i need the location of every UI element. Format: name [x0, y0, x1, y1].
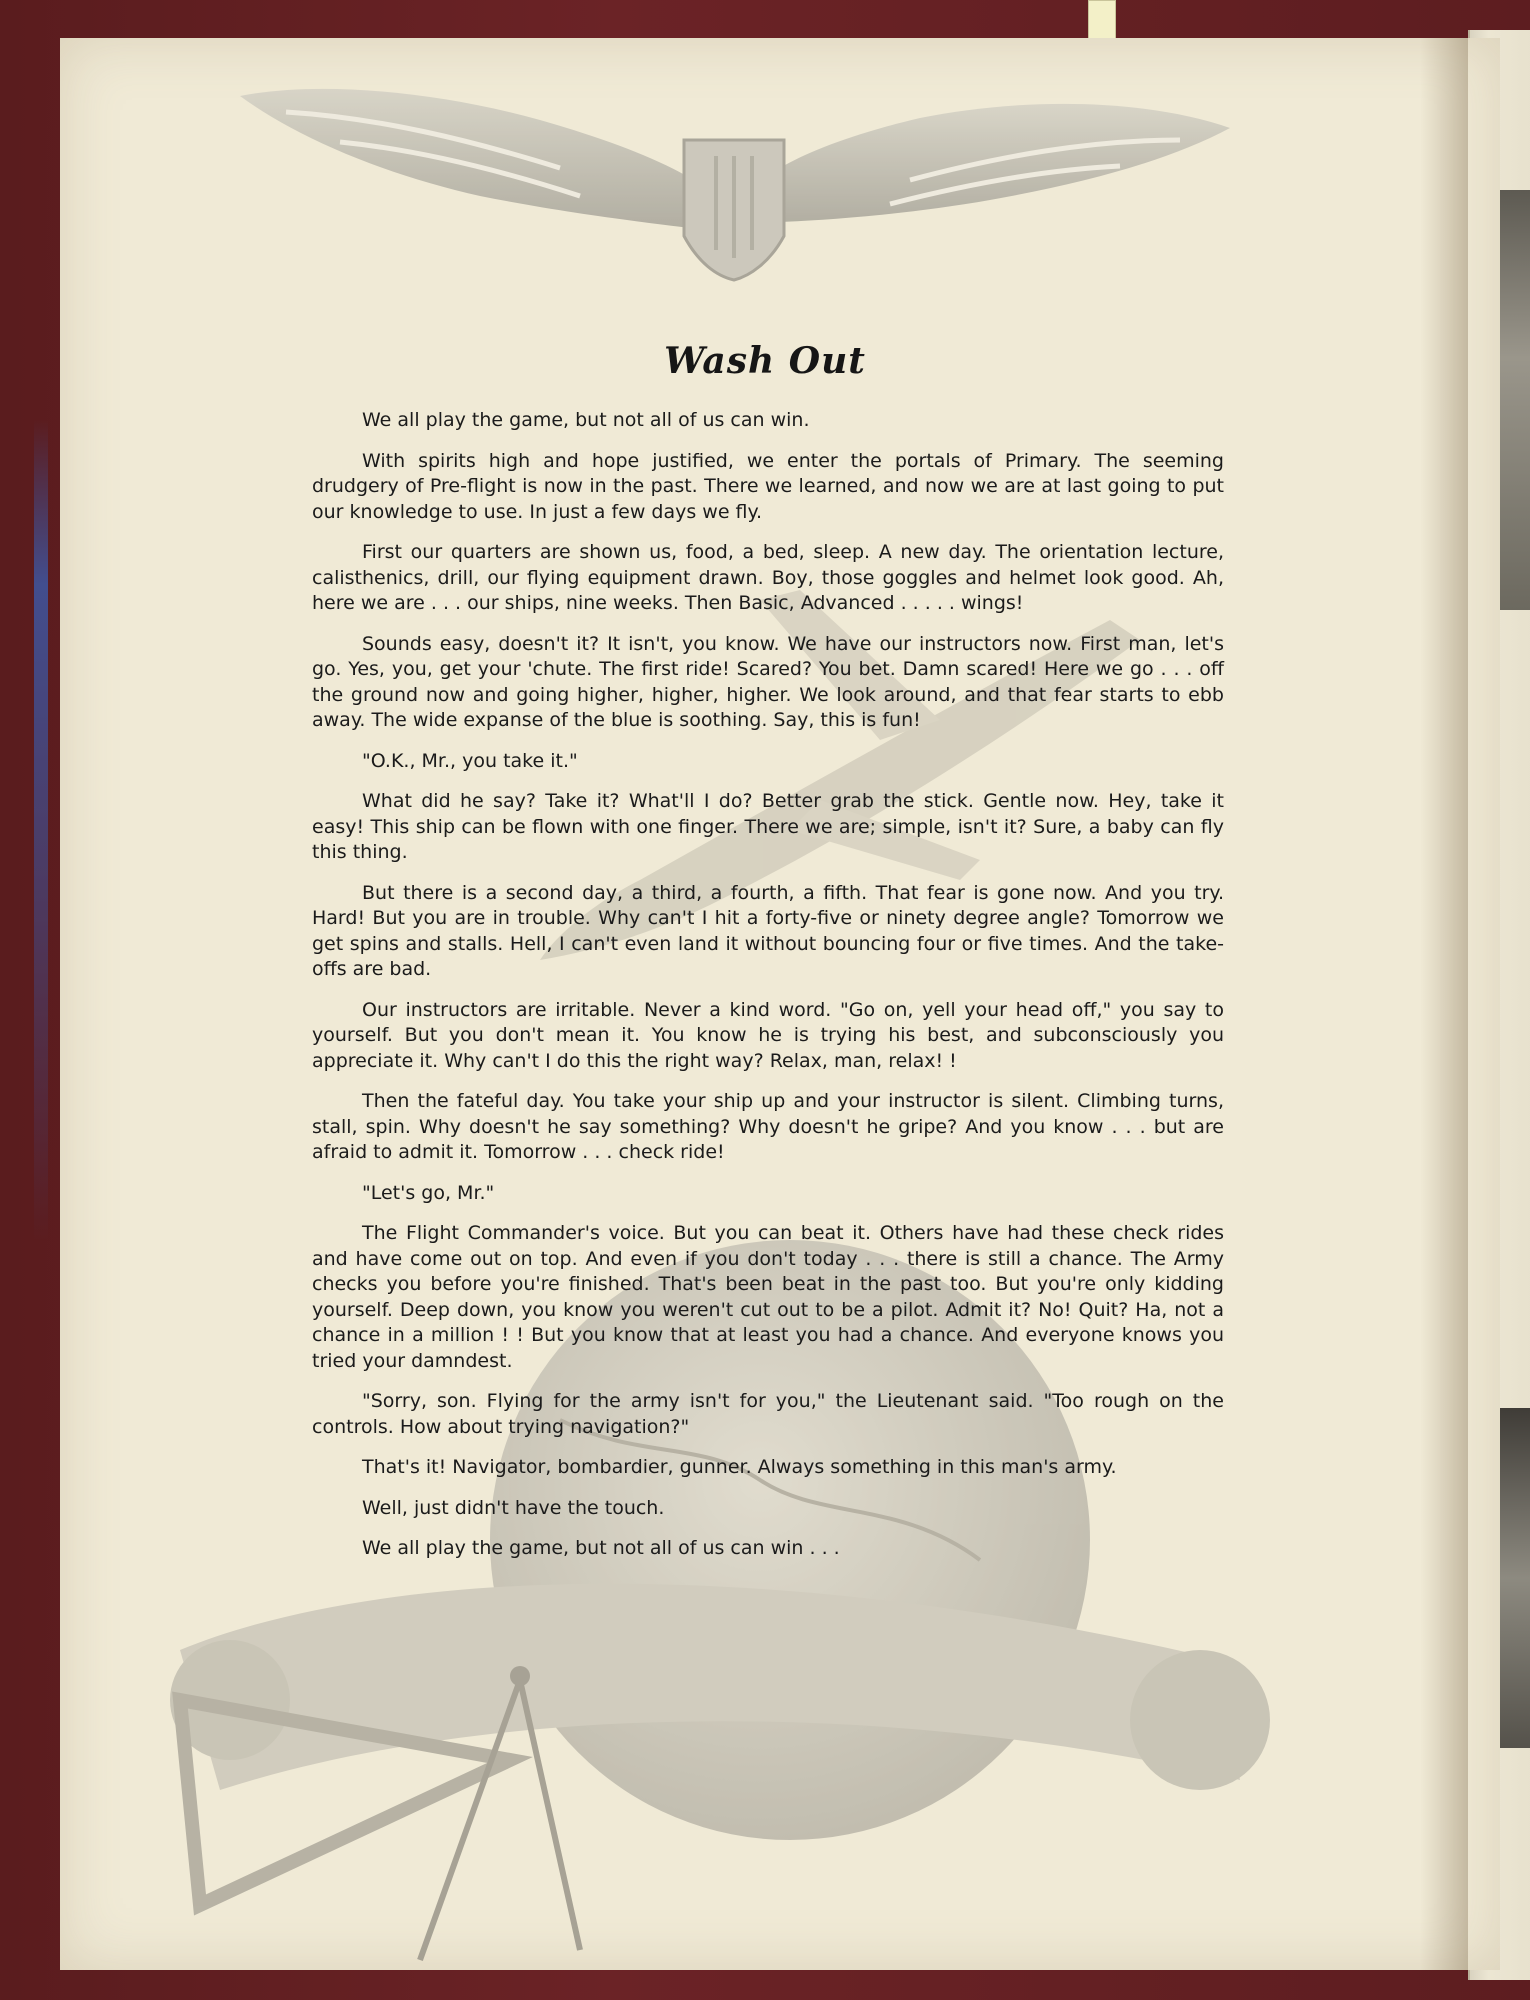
page-title: Wash Out — [664, 340, 866, 382]
paragraph: "Let's go, Mr." — [362, 1181, 495, 1204]
paragraph: Then the fateful day. You take your ship up and your instructor is silent. Climbing turns, stall, spin. Why doesn't he say something? Why doesn't he gripe? And you know . . . but are afraid to admit it. Tomorrow . . . check ride! — [312, 1090, 1224, 1163]
paragraph: First our quarters are shown us, food, a bed, sleep. A new day. The orientation lecture, calisthenics, drill, our flying equipment drawn. Boy, those goggles and helmet look good. Ah, here we are . . . our ships, nine weeks. Then Basic, Advanced . . . . . wings! — [312, 541, 1224, 614]
paragraph: "Sorry, son. Flying for the army isn't for you," the Lieutenant said. "Too rough on the controls. How about trying navigation?" — [312, 1390, 1224, 1438]
paragraph: We all play the game, but not all of us can win . . . — [362, 1537, 840, 1559]
paragraph: That's it! Navigator, bombardier, gunner. Always something in this man's army. — [362, 1456, 1117, 1478]
paragraph: Sounds easy, doesn't it? It isn't, you know. We have our instructors now. First man, let's go. Yes, you, get your 'chute. The first ride! Scared? You bet. Damn scared! Here we go . . . off the ground now and going higher, higher, higher. We look around, and that fear starts to ebb away. The wide expanse of the blue is soothing. Say, this is fun! — [312, 632, 1224, 731]
aviator-wings-emblem — [240, 89, 1230, 280]
paragraph: We all play the game, but not all of us can win. — [362, 409, 810, 431]
paragraph: But there is a second day, a third, a fourth, a fifth. That fear is gone now. And you try. Hard! But you are in trouble. Why can't I hit a forty-five or ninety degree angle? Tomorrow we get spins and stalls. Hell, I can't even land it without bouncing four or five times. And the take-offs are bad. — [312, 881, 1224, 980]
paragraph: The Flight Commander's voice. But you can beat it. Others have had these check rides and have come out on top. And even if you don't today . . . there is still a chance. The Army checks you before you're finished. That's been beat in the past too. But you're only kidding yourself. Deep down, you know you weren't cut out to be a pilot. Admit it? No! Quit? Ha, not a chance in a million ! ! But you know that at least you had a chance. And everyone knows you tried your damndest. — [312, 1222, 1224, 1372]
paragraph: Our instructors are irritable. Never a kind word. "Go on, yell your head off," you say to yourself. But you don't mean it. You know he is trying his best, and subconsciously you appreciate it. Why can't I do this the right way? Relax, man, relax! ! — [312, 998, 1224, 1072]
paragraph: Well, just didn't have the touch. — [362, 1496, 665, 1519]
paragraph: What did he say? Take it? What'll I do? Better grab the stick. Gentle now. Hey, take it easy! This ship can be flown with one finger. There we are; simple, isn't it? Sure, a baby can fly this thing. — [312, 790, 1224, 863]
paragraph: "O.K., Mr., you take it." — [362, 749, 578, 772]
paragraph: With spirits high and hope justified, we enter the portals of Primary. The seeming drudgery of Pre-flight is now in the past. There we learned, and now we are at last going to put our knowledge to use. In just a few days we fly. — [312, 449, 1224, 523]
article-body — [312, 408, 1224, 1577]
